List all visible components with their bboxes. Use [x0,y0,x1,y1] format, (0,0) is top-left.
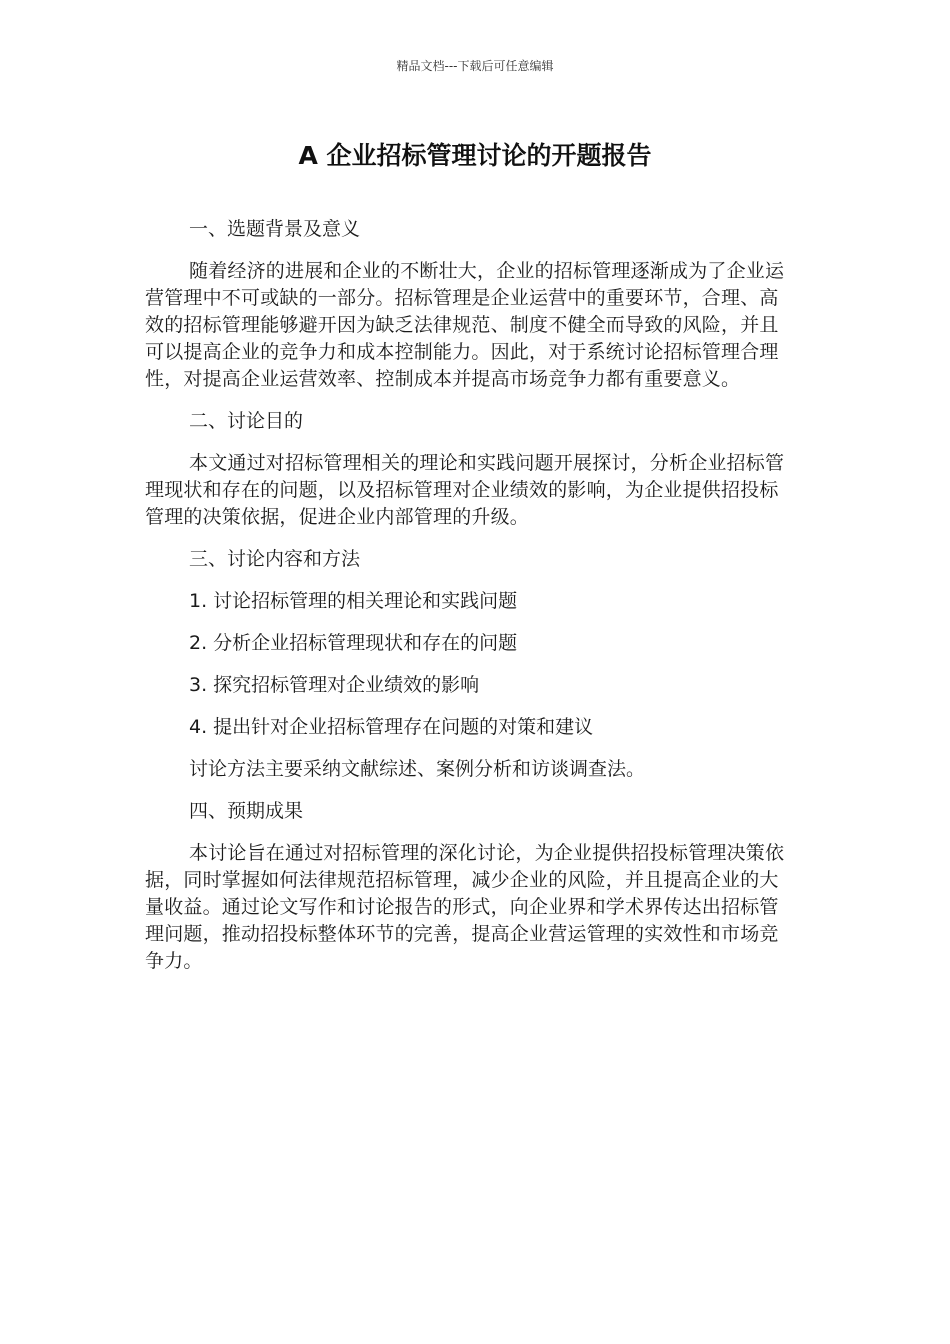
method-statement: 讨论方法主要采纳文献综述、案例分析和访谈调查法。 [189,758,646,780]
section-expected-results [145,798,795,975]
section-background [145,216,795,393]
section-heading: 二、讨论目的 [189,410,304,432]
section-heading: 三、讨论内容和方法 [189,548,361,570]
page-header-note: 精品文档---下载后可任意编辑 [396,59,554,73]
section-content-methods [145,546,795,783]
section-purpose [145,408,795,531]
list-item: 2. 分析企业招标管理现状和存在的问题 [189,632,518,654]
section-paragraph: 随着经济的进展和企业的不断壮大，企业的招标管理逐渐成为了企业运营管理中不可或缺的一部分。招标管理是企业运营中的重要环节，合理、高效的招标管理能够避开因为缺乏法律规范、制度不健全而导致的风险，并且可以提高企业的竞争力和成本控制能力。因此，对于系统讨论招标管理合理性，对提高企业运营效率、控制成本并提高市场竞争力都有重要意义。 [145,260,785,390]
list-item: 3. 探究招标管理对企业绩效的影响 [189,674,480,696]
section-paragraph: 本文通过对招标管理相关的理论和实践问题开展探讨，分析企业招标管理现状和存在的问题，以及招标管理对企业绩效的影响，为企业提供招投标管理的决策依据，促进企业内部管理的升级。 [145,452,785,528]
document-body [145,216,795,990]
document-title: A 企业招标管理讨论的开题报告 [298,141,652,170]
section-heading: 一、选题背景及意义 [189,218,361,240]
section-heading: 四、预期成果 [189,800,304,822]
section-paragraph: 本讨论旨在通过对招标管理的深化讨论，为企业提供招投标管理决策依据，同时掌握如何法律规范招标管理，减少企业的风险，并且提高企业的大量收益。通过论文写作和讨论报告的形式，向企业界和学术界传达出招标管理问题，推动招投标整体环节的完善，提高企业营运管理的实效性和市场竞争力。 [145,842,785,972]
list-item: 1. 讨论招标管理的相关理论和实践问题 [189,590,518,612]
list-item: 4. 提出针对企业招标管理存在问题的对策和建议 [189,716,594,738]
